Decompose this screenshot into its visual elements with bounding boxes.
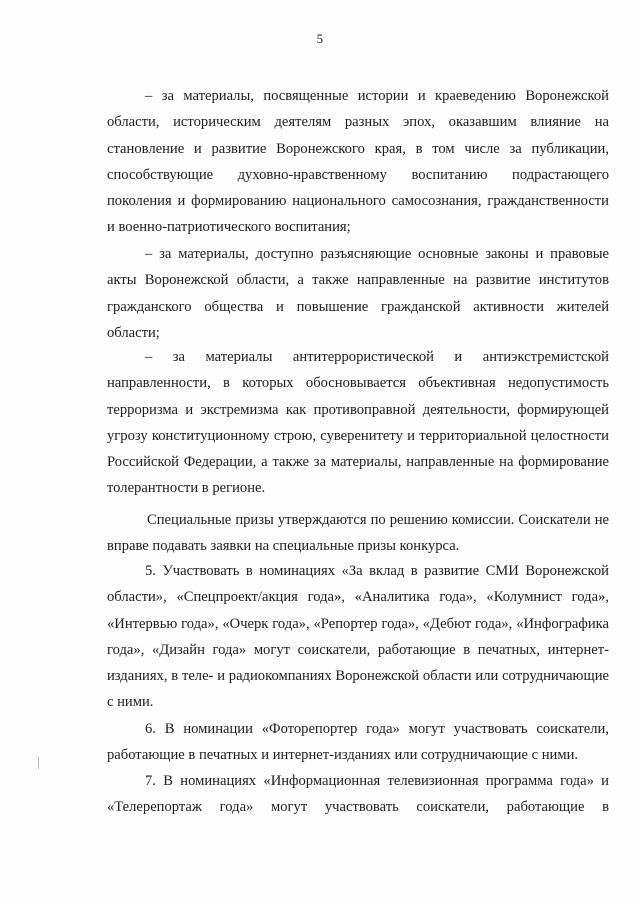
paragraph-history-materials: – за материалы, посвященные истории и краеведению Воронежской области, историческим деятелям разных эпох, оказавшим влияние на становление и развитие Воронежского края, в том числе за публикации, способствующие духовно-нравственному воспитанию подрастающего поколения и формированию национального самосознания, гражданственности и военно-патриотического воспитания; — [107, 88, 609, 236]
paragraph-item-6: 6. В номинации «Фоторепортер года» могут участвовать соискатели, работающие в печатных и интернет-изданиях или сотрудничающие с ними. — [107, 721, 609, 764]
paragraph-item-7: 7. В номинациях «Информационная телевизионная программа года» и «Телерепортаж года» могут участвовать соискатели, работающие в — [107, 773, 609, 816]
margin-scan-mark — [38, 757, 39, 769]
paragraph-special-prizes: Специальные призы утверждаются по решению комиссии. Соискатели не вправе подавать заявки на специальные призы конкурса. — [107, 512, 609, 555]
paragraph-item-5: 5. Участвовать в номинациях «За вклад в развитие СМИ Воронежской области», «Спецпроект/акция года», «Аналитика года», «Колумнист года», «Интервью года», «Очерк года», «Репортер года», «Дебют года», «Инфографика года», «Дизайн года» могут соискатели, работающие в печатных, интернет-изданиях, в теле- и радиокомпаниях Воронежской области или сотрудничающие с ними. — [107, 563, 609, 711]
paragraph-antiterror-materials: – за материалы антитеррористической и антиэкстремистской направленности, в которых обосновывается объективная недопустимость терроризма и экстремизма как противоправной деятельности, формирующей угрозу конституционному строю, суверенитету и территориальной целостности Российской Федерации, а также за материалы, направленные на формирование толерантности в регионе. — [107, 349, 609, 497]
paragraph-law-materials: – за материалы, доступно разъясняющие основные законы и правовые акты Воронежской области, а также направленные на развитие институтов гражданского общества и повышение гражданской активности жителей области; — [107, 246, 609, 341]
page-number: 5 — [316, 31, 324, 46]
